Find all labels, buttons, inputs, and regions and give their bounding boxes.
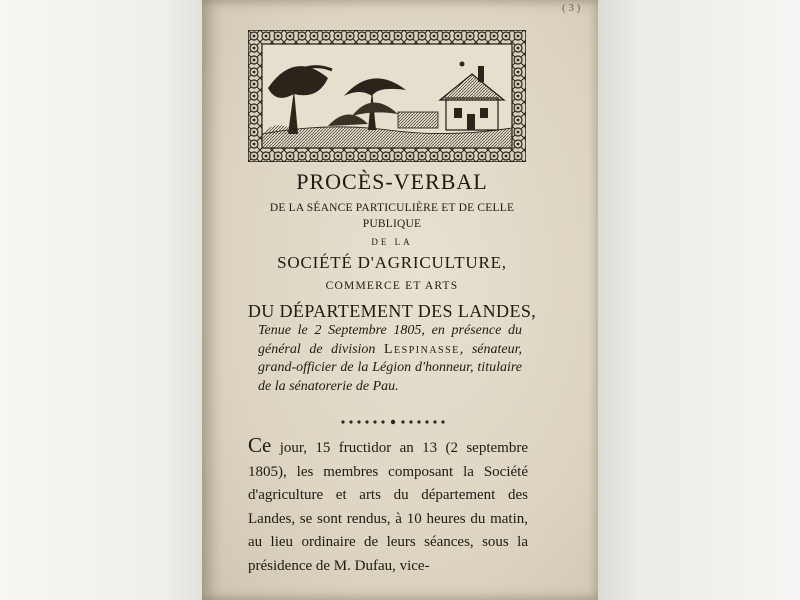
subtitle-commerce: COMMERCE ET ARTS — [325, 280, 459, 292]
body-text: jour, 15 fructidor an 13 (2 septembre 1805), les membres composant la Société d'agriculture et arts du département des Landes, se sont rendus, à 10 heures du matin, au lieu ordinaire de leurs séances, sous la présidence de M. Dufau, vice- — [248, 440, 528, 574]
subtitle-departement: DU DÉPARTEMENT DES LANDES, — [247, 301, 537, 321]
body-paragraph — [248, 434, 528, 578]
book-page — [202, 0, 598, 600]
background-right — [598, 0, 800, 600]
subtitle-seance: DE LA SÉANCE PARTICULIÈRE ET DE CELLE PUBLIQUE — [269, 202, 515, 230]
heading-block — [242, 168, 542, 322]
ornamental-divider — [338, 414, 448, 424]
session-description — [258, 322, 522, 396]
woodcut-vignette — [248, 30, 526, 162]
title: PROCÈS-VERBAL — [296, 169, 488, 194]
session-description-part1: Tenue le 2 Septembre 1805, en présence du général de division — [258, 323, 522, 357]
general-name: Lespinasse — [383, 341, 460, 357]
session-description-part2: , sénateur, grand-officier de la Légion d'honneur, titulaire de la sénatorerie de Pau. — [258, 341, 522, 394]
drop-cap: Ce — [248, 433, 272, 457]
subtitle-de-la: DE LA — [371, 237, 413, 247]
subtitle-societe: SOCIÉTÉ D'AGRICULTURE, — [277, 253, 507, 272]
background-left — [0, 0, 204, 600]
page-number: ( 3 ) — [562, 2, 581, 14]
